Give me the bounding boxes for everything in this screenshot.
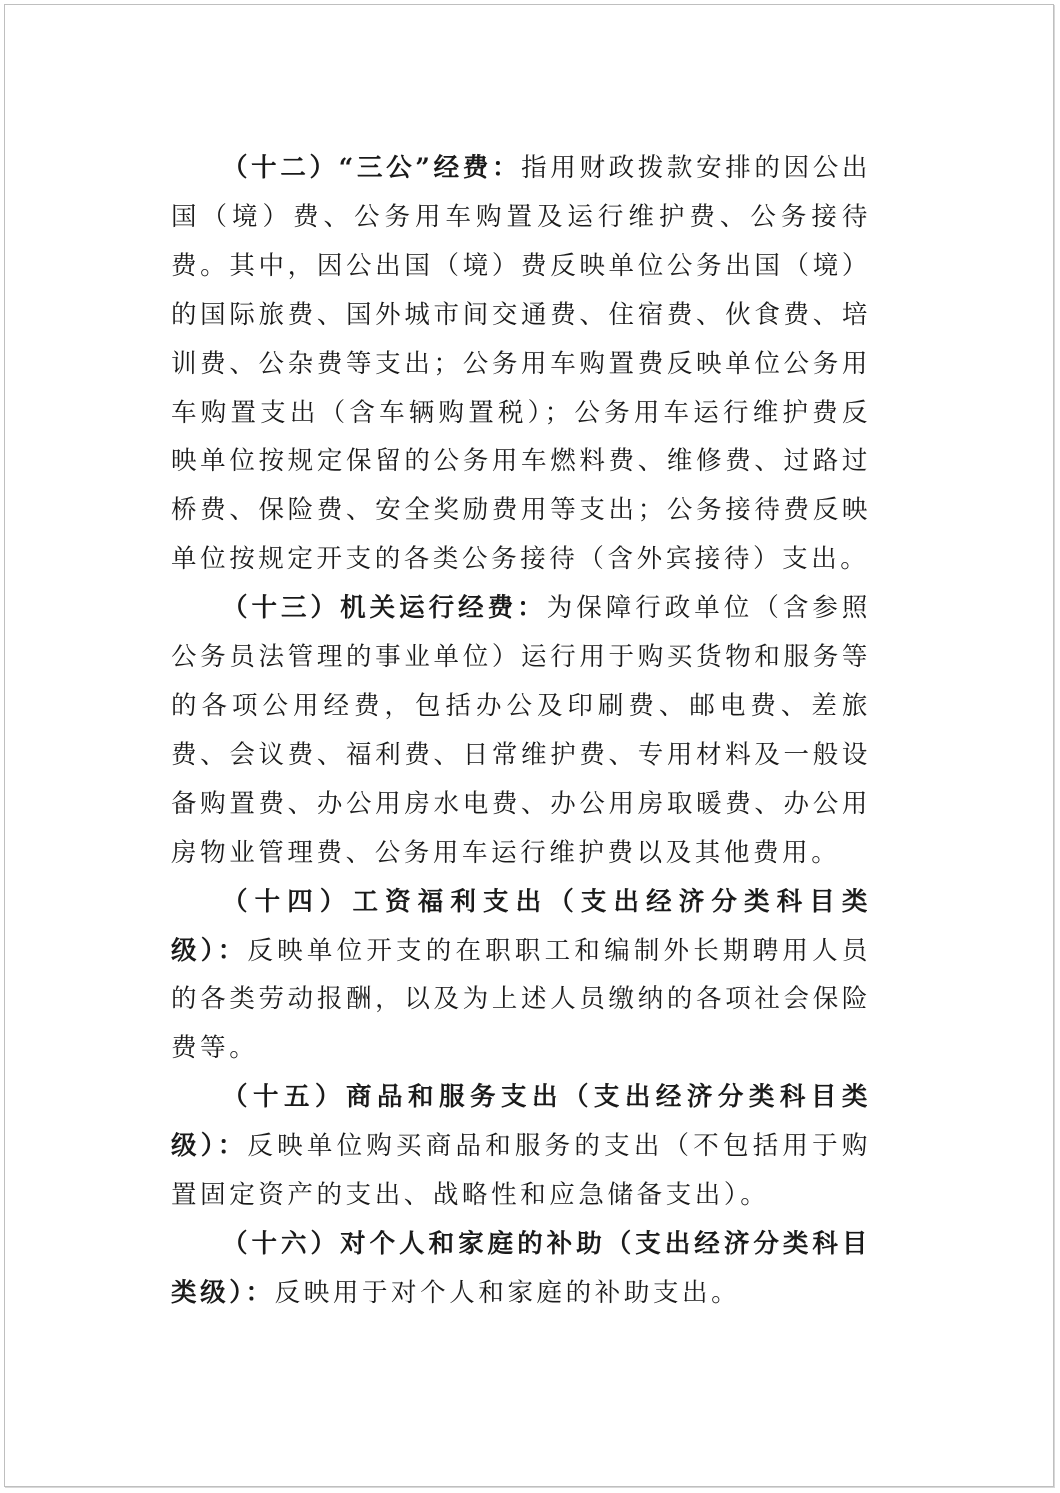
paragraph-heading: （十二）“三公”经费： bbox=[222, 153, 522, 183]
paragraph-text: 指用财政拨款安排的因公出国（境）费、公务用车购置及运行维护费、公务接待费。其中，因公出国（境）费反映单位公务出国（境）的国际旅费、国外城市间交通费、住宿费、伙食费、培训费、公杂费等支出；公务用车购置费反映单位公务用车购置支出（含车辆购置税）；公务用车运行维护费反映单位按规定保留的公务用车燃料费、维修费、过路过桥费、保险费、安全奖励费用等支出；公务接待费反映单位按规定开支的各类公务接待（含外宾接待）支出。 bbox=[171, 153, 872, 575]
paragraph-twelve bbox=[171, 144, 871, 584]
paragraph-sixteen bbox=[171, 1220, 871, 1318]
paragraph-heading: （十三）机关运行经费： bbox=[222, 593, 547, 624]
paragraph-text: 反映单位开支的在职职工和编制外长期聘用人员的各类劳动报酬，以及为上述人员缴纳的各项社会保险费等。 bbox=[171, 935, 871, 1064]
paragraph-thirteen bbox=[171, 584, 871, 877]
paragraph-fourteen bbox=[171, 878, 871, 1074]
paragraph-heading: （十四）工资福利支出（支出经济分类科目类级）： bbox=[171, 886, 871, 966]
document-body bbox=[171, 144, 871, 1318]
paragraph-heading: （十六）对个人和家庭的补助（支出经济分类科目类级）： bbox=[171, 1228, 871, 1308]
paragraph-text: 为保障行政单位（含参照公务员法管理的事业单位）运行用于购买货物和服务等的各项公用经费，包括办公及印刷费、邮电费、差旅费、会议费、福利费、日常维护费、专用材料及一般设备购置费、办公用房水电费、办公用房取暖费、办公用房物业管理费、公务用车运行维护费以及其他费用。 bbox=[171, 593, 871, 868]
paragraph-text: 反映单位购买商品和服务的支出（不包括用于购置固定资产的支出、战略性和应急储备支出）。 bbox=[171, 1131, 871, 1211]
paragraph-fifteen bbox=[171, 1073, 871, 1220]
document-page bbox=[4, 4, 1054, 1487]
paragraph-heading: （十五）商品和服务支出（支出经济分类科目类级）： bbox=[171, 1082, 871, 1162]
paragraph-text: 反映用于对个人和家庭的补助支出。 bbox=[274, 1277, 741, 1308]
